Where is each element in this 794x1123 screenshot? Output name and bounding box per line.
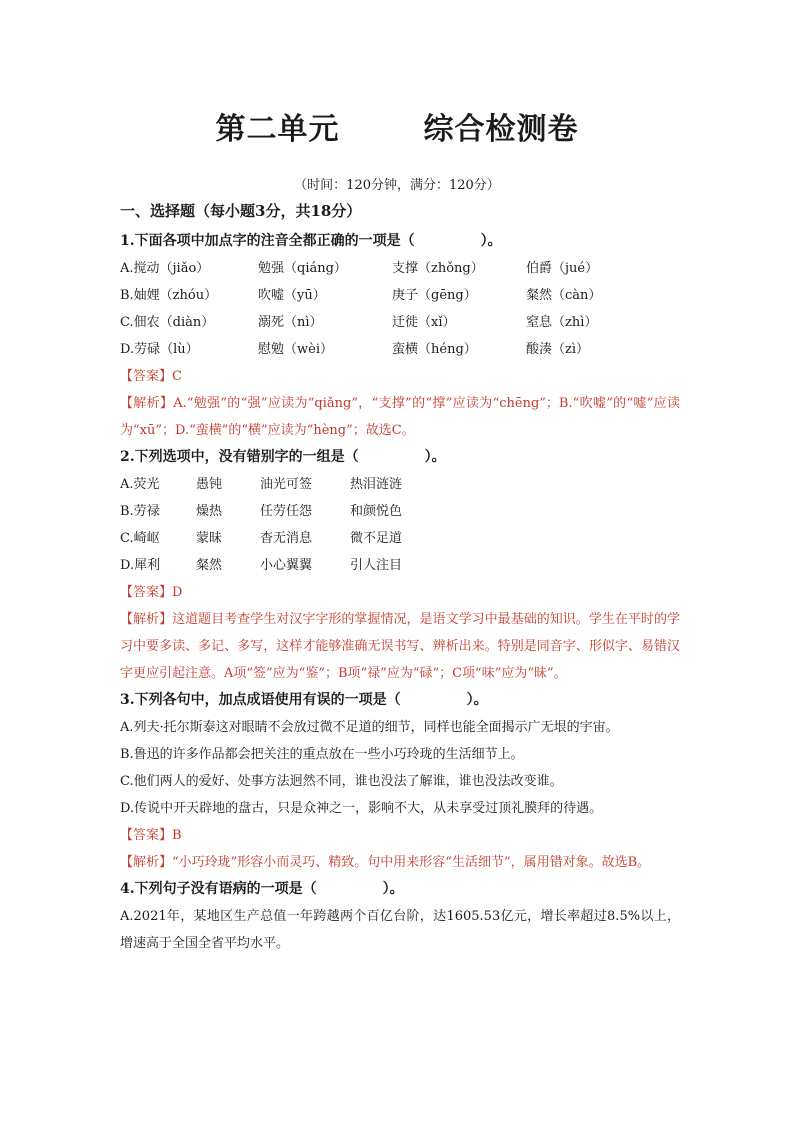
title-exam: 综合检测卷 [423,112,579,147]
option-cell: 微不足道 [350,531,403,546]
option-cell: 燥热 [196,504,223,519]
option-cell: 吹嘘（yū） [258,288,326,303]
option-cell: 蒙昧 [196,531,223,546]
option-cell: 粲然（càn） [526,288,602,303]
explanation-3: 【解析】“小巧玲珑”形容小而灵巧、精致。句中用来形容“生活细节”，属用错对象。故选B。 [120,855,651,870]
question-list [120,228,680,957]
option-row [120,282,680,309]
option-row [120,309,680,336]
option-cell: 迁徙（xǐ） [392,315,456,330]
option-cell: B.劳禄 [120,504,160,519]
option-cell: C.崎岖 [120,531,160,546]
option-cell: 慰勉（wèi） [258,342,333,357]
option-cell: 窒息（zhì） [526,315,598,330]
question-stem-4: 4.下列句子没有语病的一项是（ ）。 [120,881,404,897]
section-heading: 一、选择题（每小题3分，共18分） [120,202,362,220]
option-row [120,552,680,579]
answer-line-1: 【答案】C [120,369,182,384]
option-cell: D.劳碌（lù） [120,342,199,357]
option-row [120,471,680,498]
option-row [120,255,680,282]
option-line: C.他们两人的爱好、处事方法迥然不同，谁也没法了解谁，谁也没法改变谁。 [120,774,563,789]
option-line: B.鲁迅的许多作品都会把关注的重点放在一些小巧玲珑的生活细节上。 [120,747,524,762]
option-cell: 蛮横（héng） [392,342,477,357]
option-row [120,498,680,525]
option-cell: 油光可签 [260,477,313,492]
option-cell: A.荧光 [120,477,160,492]
option-cell: 杳无消息 [260,531,313,546]
explanation-1: 【解析】A.“勉强”的“强”应读为“qiǎng”，“支撑”的“撑”应读为“chēng”；B.“吹嘘”的“嘘”应读为“xū”；D.“蛮横”的“横”应读为“hèng”；故选C。 [120,396,680,438]
option-cell: C.佃农（diàn） [120,315,215,330]
question-stem-3: 3.下列各句中，加点成语使用有误的一项是（ ）。 [120,692,488,708]
explanation-2: 【解析】这道题目考查学生对汉字字形的掌握情况，是语文学习中最基础的知识。学生在平时的学习中要多读、多记、多写，这样才能够准确无误书写、辨析出来。特别是同音字、形似字、易错汉字更应引起注意。A项“签”应为“鉴”；B项“禄”应为“碌”；C项“味”应为“昧”。 [120,612,680,681]
option-cell: 酸湊（zì） [526,342,590,357]
option-cell: 热泪涟涟 [350,477,403,492]
question-stem-1: 1.下面各项中加点字的注音全都正确的一项是（ ）。 [120,233,502,249]
option-cell: 任劳任怨 [260,504,313,519]
option-cell: 勉强（qiáng） [258,261,347,276]
option-row [120,336,680,363]
exam-info: （时间：120分钟，满分：120分） [294,178,500,193]
option-cell: 粲然 [196,558,223,573]
page-title [0,104,794,148]
option-line: D.传说中开天辟地的盘古，只是众神之一，影响不大，从未享受过顶礼膜拜的待遇。 [120,801,603,816]
option-cell: 支撑（zhǒng） [392,261,484,276]
option-cell: B.妯娌（zhóu） [120,288,218,303]
option-cell: 小心翼翼 [260,558,313,573]
option-row [120,525,680,552]
option-cell: A.搅动（jiǎo） [120,261,210,276]
option-cell: 伯爵（jué） [526,261,599,276]
answer-line-3: 【答案】B [120,828,182,843]
option-cell: 引人注目 [350,558,403,573]
question-stem-2: 2.下列选项中，没有错别字的一组是（ ）。 [120,449,446,465]
option-cell: 溺死（nì） [258,315,323,330]
option-cell: 庚子（gēng） [392,288,477,303]
option-cell: 和颜悦色 [350,504,403,519]
option-cell: D.犀利 [120,558,161,573]
option-line: A.列夫·托尔斯泰这对眼睛不会放过微不足道的细节，同样也能全面揭示广无垠的宇宙。 [120,720,619,735]
option-line: A.2021年，某地区生产总值一年跨越两个百亿台阶，达1605.53亿元，增长率超过8.5%以上，增速高于全国全省平均水平。 [120,909,680,951]
title-unit: 第二单元 [215,112,340,147]
answer-line-2: 【答案】D [120,585,183,600]
option-cell: 愚钝 [196,477,223,492]
